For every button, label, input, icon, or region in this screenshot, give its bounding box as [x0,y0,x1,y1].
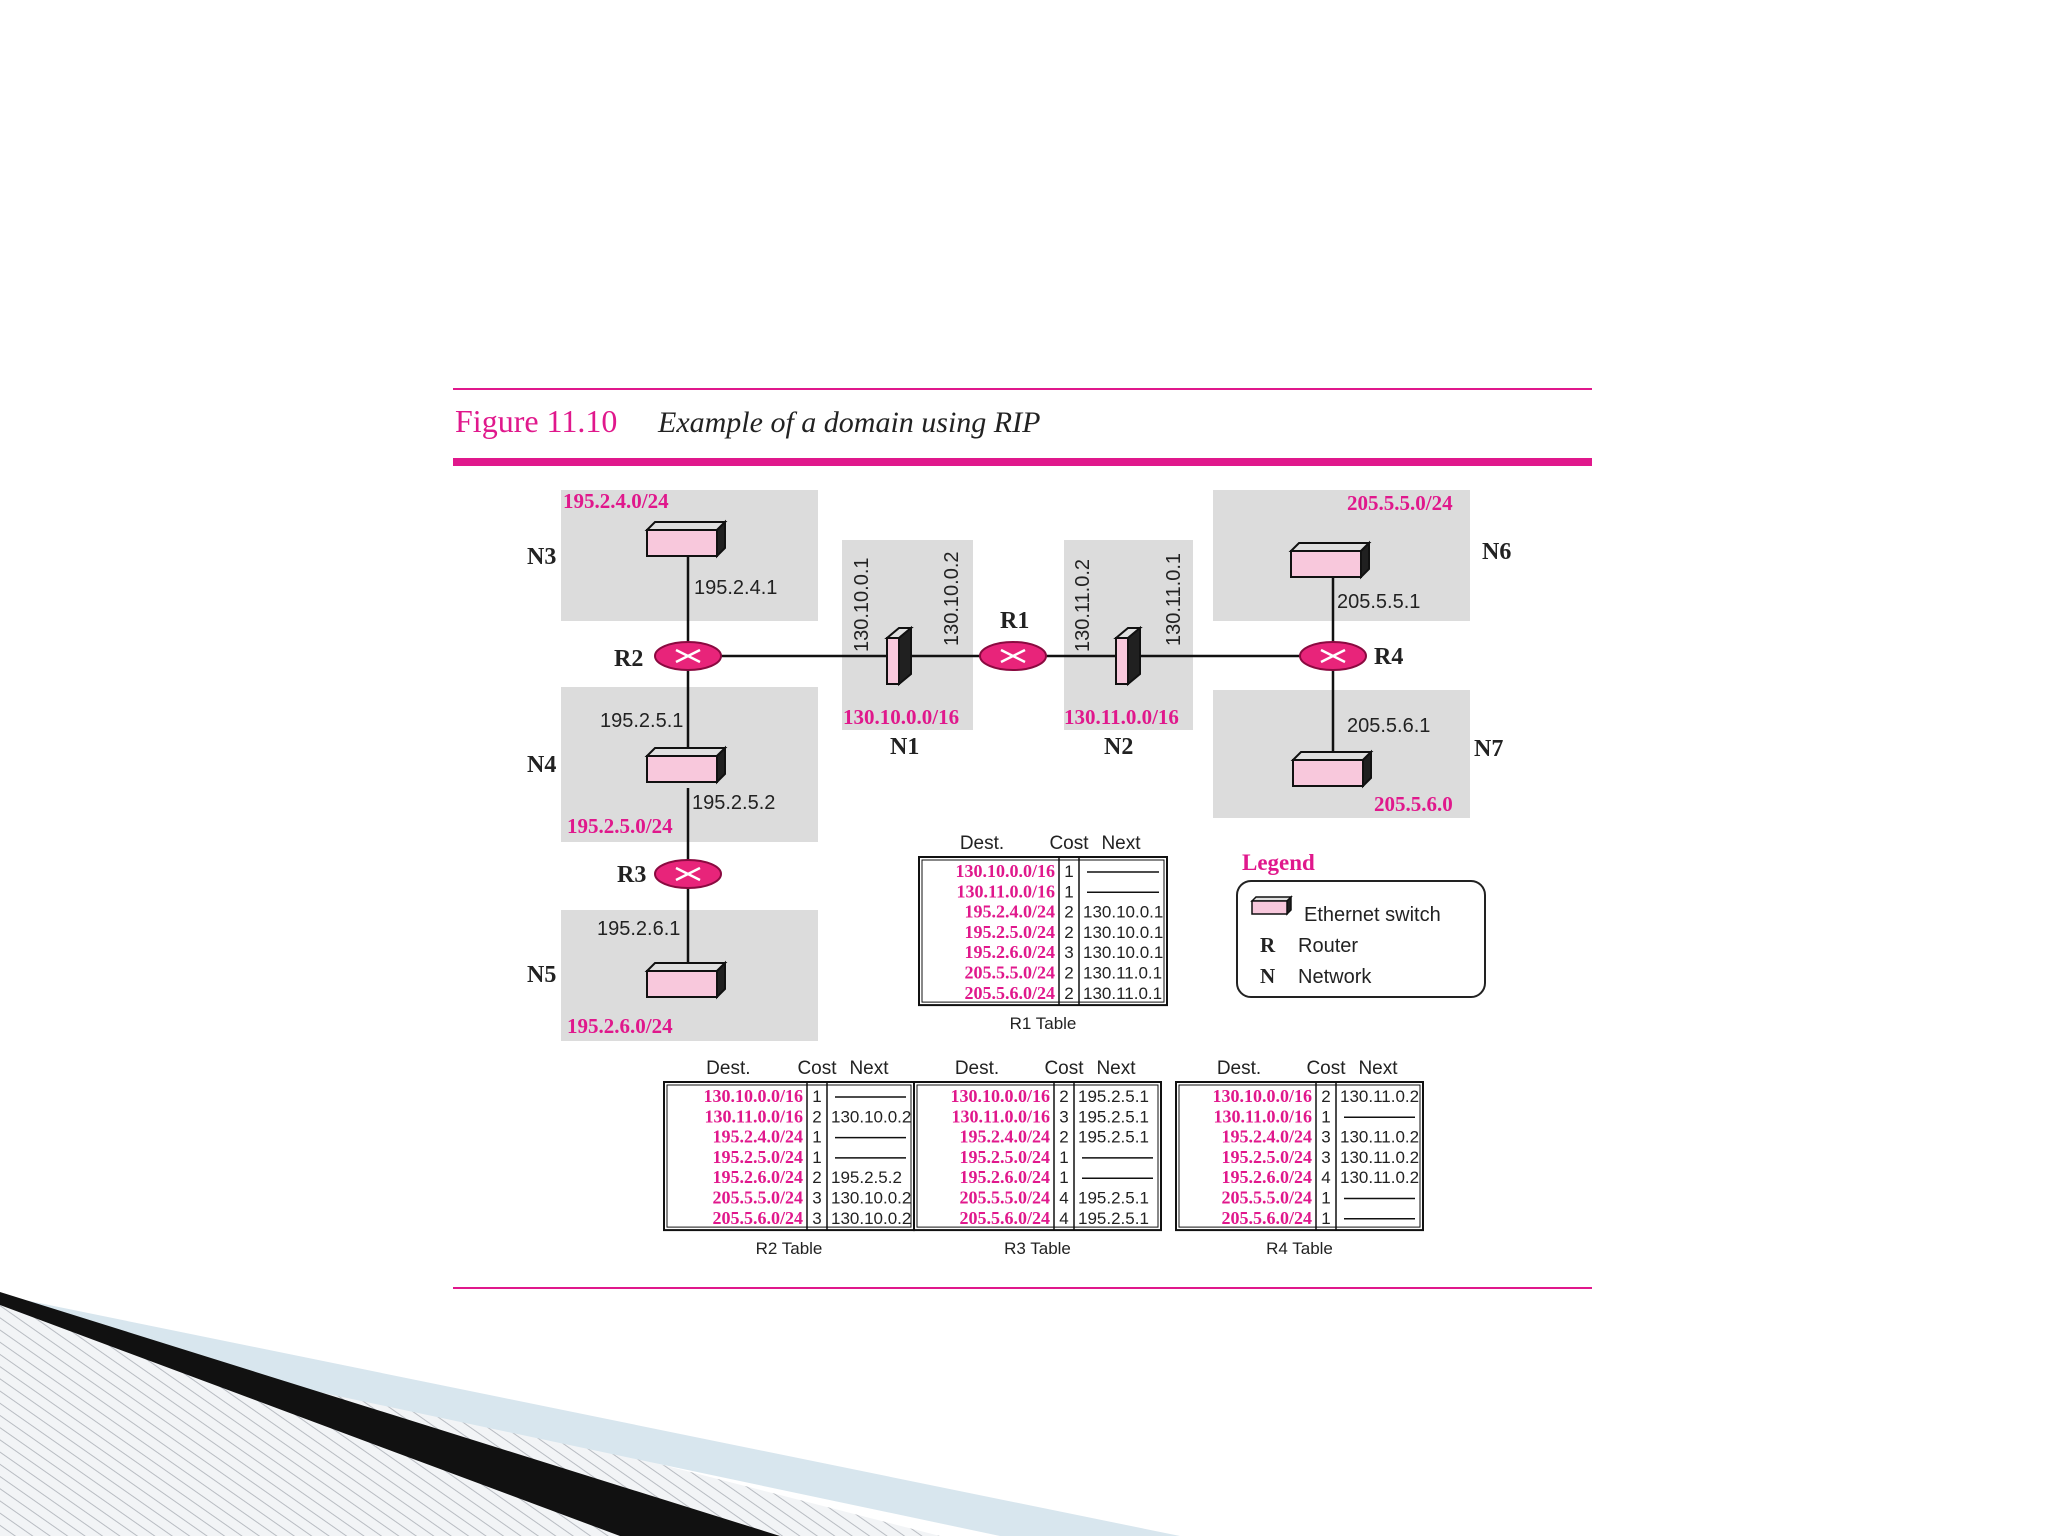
legend-network-label: Network [1298,966,1372,988]
legend-switch-label: Ethernet switch [1304,904,1441,926]
table-cell-cost: 2 [1064,902,1074,922]
n3-label: N3 [527,544,557,570]
legend-title: Legend [1242,850,1315,875]
n3-switch-icon [647,522,725,556]
table-cell-next: 195.2.5.1 [1078,1127,1149,1147]
table-cell-dest: 195.2.4.0/24 [712,1126,803,1147]
table-cell-cost: 1 [1321,1208,1331,1228]
n7-r4-address: 205.5.6.1 [1347,715,1431,737]
table-caption: R1 Table [1009,1014,1077,1034]
table-cell-dest: 205.5.6.0/24 [959,1207,1050,1228]
table-cell-dest: 195.2.5.0/24 [964,921,1055,942]
table-cell-next: 130.11.0.2 [1340,1087,1420,1106]
table-cell-cost: 1 [1321,1188,1331,1208]
n2-prefix: 130.11.0.0/16 [1064,705,1179,729]
table-cell-next: 130.10.0.2 [831,1188,912,1208]
table-header-cost: Cost [1049,833,1089,854]
figure-number: Figure 11.10 [455,403,618,439]
table-cell-dest: 130.11.0.0/16 [704,1106,803,1127]
table-header-cost: Cost [1044,1058,1084,1079]
n5-r3-address: 195.2.6.1 [597,918,681,940]
table-header-next: Next [1358,1058,1398,1079]
table-cell-dest: 130.11.0.0/16 [956,881,1055,902]
n1-prefix: 130.10.0.0/16 [843,705,960,729]
table-cell-dest: 205.5.6.0/24 [1221,1207,1312,1228]
table-header-next: Next [849,1058,889,1079]
table-cell-dest: 205.5.5.0/24 [959,1187,1050,1208]
table-cell-next: 130.11.0.2 [1340,1168,1420,1188]
table-cell-next: 195.2.5.1 [1078,1087,1149,1106]
r3-routing-table [914,1058,1161,1258]
table-cell-cost: 1 [812,1087,822,1106]
legend-router-label: Router [1298,935,1359,957]
table-header-next: Next [1096,1058,1136,1079]
table-header-dest: Dest. [1216,1058,1262,1079]
table-cell-next: 130.10.0.2 [831,1208,912,1228]
table-cell-cost: 3 [1321,1147,1331,1167]
r1-label: R1 [1000,608,1030,634]
table-cell-cost: 3 [1064,943,1074,963]
table-caption: R4 Table [1266,1239,1333,1259]
table-cell-cost: 1 [1059,1147,1069,1167]
table-cell-dest: 205.5.6.0/24 [964,982,1055,1003]
legend-switch-icon [1252,897,1291,914]
table-header-dest: Dest. [706,1058,751,1079]
n1-switch-icon [887,628,911,684]
slide-decoration [0,1292,1180,1536]
r3-router-icon [655,860,721,888]
n5-label: N5 [527,962,557,988]
n4-r2-address: 195.2.5.1 [600,710,684,732]
n2-label: N2 [1104,734,1134,760]
table-cell-dest: 130.10.0.0/16 [950,1086,1050,1106]
table-cell-cost: 4 [1321,1168,1331,1188]
legend-network-key: N [1260,964,1276,988]
table-cell-cost: 1 [1059,1168,1069,1188]
n7-label: N7 [1474,736,1504,762]
table-cell-dest: 195.2.4.0/24 [1221,1126,1312,1147]
table-cell-dest: 195.2.4.0/24 [959,1126,1050,1147]
table-cell-cost: 1 [1064,862,1074,881]
table-cell-dest: 195.2.6.0/24 [1221,1167,1312,1188]
r2-routing-table [664,1058,914,1258]
table-cell-dest: 130.10.0.0/16 [955,861,1055,881]
r3-label: R3 [617,862,647,888]
table-header-next: Next [1101,833,1141,854]
table-cell-dest: 195.2.6.0/24 [964,942,1055,963]
table-header-dest: Dest. [954,1058,1000,1079]
figure-caption: Example of a domain using RIP [658,406,1041,439]
table-cell-dest: 205.5.5.0/24 [1221,1187,1312,1208]
table-header-dest: Dest. [959,833,1005,854]
n5-switch-icon [647,963,725,997]
n1-r2-address: 130.10.0.1 [851,557,873,652]
table-cell-next: 195.2.5.1 [1078,1188,1149,1208]
n2-r1-address: 130.11.0.2 [1072,558,1094,652]
table-cell-dest: 195.2.5.0/24 [712,1146,803,1167]
n2-r4-address: 130.11.0.1 [1163,552,1185,646]
n1-r1-address: 130.10.0.2 [941,551,963,646]
table-cell-next: 195.2.5.2 [831,1168,902,1188]
table-cell-dest: 205.5.6.0/24 [712,1207,803,1228]
table-cell-next: 130.10.0.2 [831,1107,912,1127]
table-cell-dest: 195.2.4.0/24 [964,901,1055,922]
table-cell-next: 130.11.0.2 [1340,1127,1420,1147]
legend [1237,850,1485,997]
n6-r4-address: 205.5.5.1 [1337,591,1421,613]
n7-prefix: 205.5.6.0 [1374,792,1453,816]
table-cell-dest: 195.2.6.0/24 [712,1167,803,1188]
table-cell-next: 195.2.5.1 [1078,1208,1149,1228]
table-cell-cost: 2 [1059,1087,1069,1106]
table-cell-next: 130.11.0.1 [1083,963,1163,983]
table-cell-next: 130.10.0.1 [1083,922,1164,942]
table-cell-cost: 2 [812,1107,822,1127]
table-cell-dest: 130.10.0.0/16 [703,1086,803,1106]
n6-prefix: 205.5.5.0/24 [1347,491,1453,515]
table-cell-next: 195.2.5.1 [1078,1107,1149,1127]
table-cell-cost: 1 [812,1127,822,1147]
table-cell-cost: 1 [1064,882,1074,902]
n7-switch-icon [1293,752,1371,786]
table-cell-cost: 2 [1321,1087,1331,1106]
table-cell-cost: 4 [1059,1208,1069,1228]
n5-prefix: 195.2.6.0/24 [567,1014,673,1038]
n4-switch-icon [647,748,725,782]
r2-router-icon [655,642,721,670]
r1-router-icon [980,642,1046,670]
r2-label: R2 [614,646,644,672]
n6-switch-icon [1291,543,1369,577]
n4-label: N4 [527,752,557,778]
table-cell-next: 130.11.0.1 [1083,983,1163,1003]
table-cell-cost: 3 [1321,1127,1331,1147]
n3-prefix: 195.2.4.0/24 [563,489,669,513]
table-caption: R2 Table [755,1239,823,1259]
table-cell-next: 130.11.0.2 [1340,1147,1420,1167]
legend-router-key: R [1260,933,1276,957]
table-cell-cost: 1 [1321,1107,1331,1127]
n3-r2-address: 195.2.4.1 [694,577,778,599]
table-cell-dest: 195.2.6.0/24 [959,1167,1050,1188]
table-cell-cost: 3 [812,1188,822,1208]
n4-r3-address: 195.2.5.2 [692,792,776,814]
n6-label: N6 [1482,539,1512,565]
table-cell-dest: 195.2.5.0/24 [959,1146,1050,1167]
table-cell-cost: 2 [812,1168,822,1188]
table-cell-next: 130.10.0.1 [1083,902,1164,922]
table-cell-dest: 195.2.5.0/24 [1221,1146,1312,1167]
table-cell-dest: 130.10.0.0/16 [1212,1086,1312,1106]
n4-prefix: 195.2.5.0/24 [567,814,673,838]
table-cell-cost: 2 [1064,963,1074,983]
table-cell-cost: 3 [812,1208,822,1228]
table-header-cost: Cost [1306,1058,1346,1079]
table-caption: R3 Table [1004,1239,1071,1259]
r4-routing-table [1176,1058,1423,1258]
table-cell-dest: 205.5.5.0/24 [712,1187,803,1208]
table-cell-cost: 1 [812,1147,822,1167]
n1-label: N1 [890,734,920,760]
table-cell-cost: 3 [1059,1107,1069,1127]
table-cell-cost: 2 [1059,1127,1069,1147]
table-cell-dest: 205.5.5.0/24 [964,962,1055,983]
r4-router-icon [1300,642,1366,670]
table-cell-cost: 2 [1064,983,1074,1003]
r4-label: R4 [1374,644,1404,670]
table-cell-dest: 130.11.0.0/16 [1213,1106,1312,1127]
r1-routing-table [919,833,1167,1033]
table-cell-dest: 130.11.0.0/16 [951,1106,1050,1127]
table-cell-cost: 2 [1064,922,1074,942]
table-cell-cost: 4 [1059,1188,1069,1208]
n2-switch-icon [1116,628,1140,684]
table-header-cost: Cost [797,1058,837,1079]
table-cell-next: 130.10.0.1 [1083,943,1164,963]
